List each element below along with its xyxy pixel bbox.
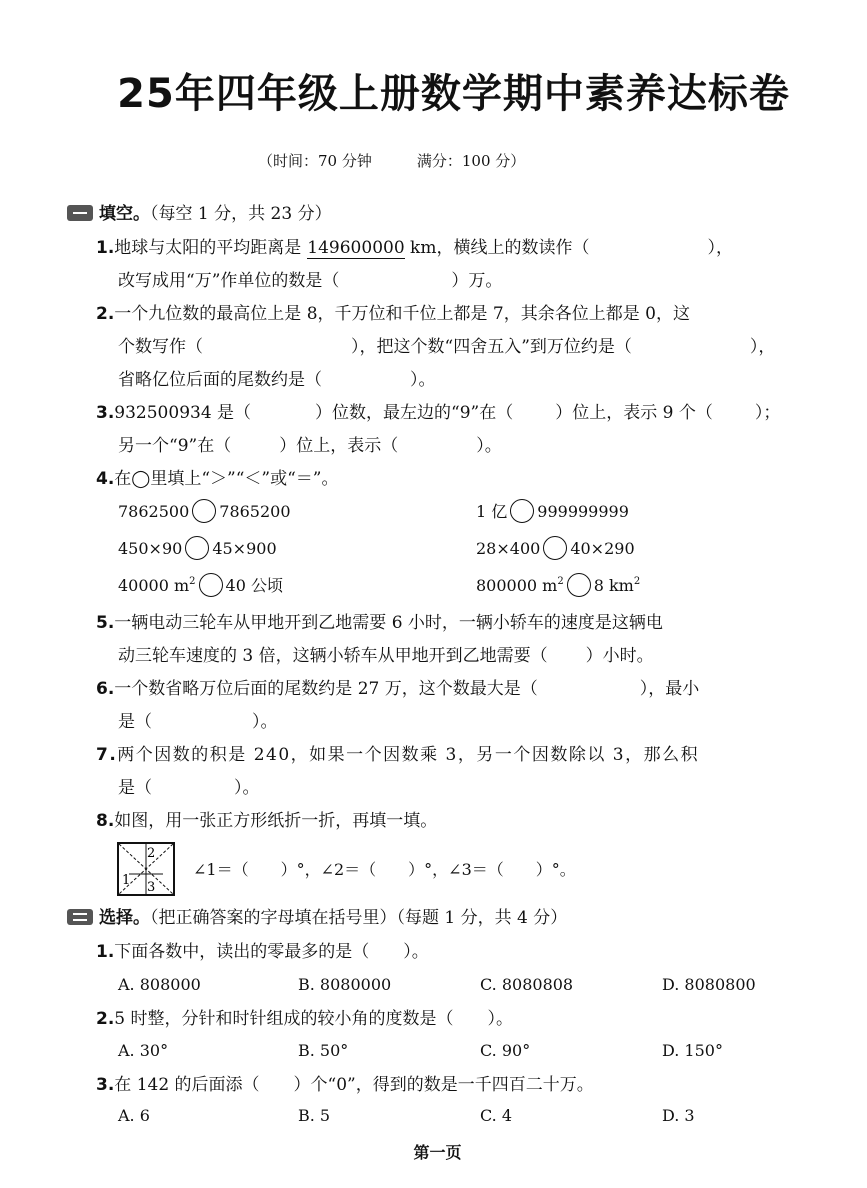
option-d[interactable]: D. 150° [662, 1041, 723, 1060]
fold-diagram [119, 844, 173, 894]
q4-line1: 4.在◯里填上“＞”“＜”或“＝”。 [96, 469, 339, 489]
s2-q1-line: 1.下面各数中，读出的零最多的是（ ）。 [96, 942, 429, 962]
q2-line3: 省略亿位后面的尾数约是（ ）。 [118, 370, 436, 390]
option-b[interactable]: B. 5 [298, 1106, 331, 1125]
option-c[interactable]: C. 4 [480, 1106, 513, 1125]
compare-circle[interactable] [510, 499, 534, 523]
section-two-icon [67, 909, 93, 925]
q2-line1: 2.一个九位数的最高位上是 8，千万位和千位上都是 7，其余各位上都是 0，这 [96, 304, 690, 324]
full-score: 满分：100 分） [416, 152, 526, 170]
compare-circle[interactable] [543, 536, 567, 560]
option-c[interactable]: C. 8080808 [480, 975, 574, 994]
section-2-title: 选择。 [99, 908, 150, 928]
option-d[interactable]: D. 3 [662, 1106, 695, 1125]
compare-item: 28×400 40×290 [476, 537, 635, 562]
angle-1-label: 1 [122, 873, 131, 888]
angle-2-label: 2 [147, 846, 156, 861]
q6-line1: 6.一个数省略万位后面的尾数约是 27 万，这个数最大是（ ），最小 [96, 679, 700, 699]
section-one-icon [67, 205, 93, 221]
option-b[interactable]: B. 8080000 [298, 975, 392, 994]
exam-meta [258, 150, 525, 171]
q5-line1: 5.一辆电动三轮车从甲地开到乙地需要 6 小时，一辆小轿车的速度是这辆电 [96, 613, 663, 633]
compare-item: 450×90 45×900 [118, 537, 277, 562]
page-title: 25年四年级上册数学期中素养达标卷 [117, 71, 790, 117]
compare-item: 40000 $m^2$ 40 公顷 [118, 574, 283, 601]
section-1-title: 填空。 [99, 204, 150, 224]
q3-line1: 3.932500934 是（ ）位数，最左边的“9”在（ ）位上，表示 9 个（ ）； [96, 403, 781, 423]
q3-line2: 另一个“9”在（ ）位上，表示（ ）。 [118, 436, 502, 456]
folded-square-figure [117, 842, 175, 896]
compare-item: 800000 $m^2$ 8 $km^2$ [476, 574, 640, 601]
section-2-header [67, 907, 567, 929]
angle-3-label: 3 [147, 880, 156, 894]
q7-line1: 7.两个因数的积是 240，如果一个因数乘 3，另一个因数除以 3，那么积 [96, 745, 700, 765]
q6-line2: 是（ ）。 [118, 712, 278, 732]
section-1-note: （每空 1 分，共 23 分） [150, 204, 332, 224]
compare-circle[interactable] [192, 499, 216, 523]
q8-answer-line: ∠1＝（ ）°，∠2＝（ ）°，∠3＝（ ）°。 [193, 860, 576, 879]
compare-item: 7862500 7865200 [118, 500, 291, 525]
q8-line1: 8.如图，用一张正方形纸折一折，再填一填。 [96, 811, 438, 831]
q1-line2: 改写成用“万”作单位的数是（ ）万。 [118, 271, 503, 291]
q1-line1: 1.地球与太阳的平均距离是 149600000 km，横线上的数读作（ ）， [96, 238, 733, 258]
compare-circle[interactable] [185, 536, 209, 560]
option-b[interactable]: B. 50° [298, 1041, 349, 1060]
page-footer: 第一页 [413, 1143, 462, 1162]
q7-line2: 是（ ）。 [118, 778, 260, 798]
q5-line2: 动三轮车速度的 3 倍，这辆小轿车从甲地开到乙地需要（ ）小时。 [118, 646, 654, 666]
compare-circle[interactable] [199, 573, 223, 597]
compare-item: 1 亿 999999999 [476, 500, 629, 525]
option-d[interactable]: D. 8080800 [662, 975, 756, 994]
section-2-note: （把正确答案的字母填在括号里）（每题 1 分，共 4 分） [150, 908, 568, 928]
q2-line2: 个数写作（ ），把这个数“四舍五入”到万位约是（ ）， [118, 337, 776, 357]
underlined-number: 149600000 [307, 238, 405, 258]
option-c[interactable]: C. 90° [480, 1041, 531, 1060]
option-a[interactable]: A. 808000 [118, 975, 201, 994]
s2-q3-line: 3.在 142 的后面添（ ）个“0”，得到的数是一千四百二十万。 [96, 1075, 594, 1095]
compare-circle[interactable] [567, 573, 591, 597]
option-a[interactable]: A. 30° [118, 1041, 169, 1060]
s2-q2-line: 2.5 时整，分针和时针组成的较小角的度数是（ ）。 [96, 1009, 514, 1029]
option-a[interactable]: A. 6 [118, 1106, 150, 1125]
time-limit: （时间：70 分钟 [258, 152, 372, 170]
section-1-header [67, 203, 332, 225]
